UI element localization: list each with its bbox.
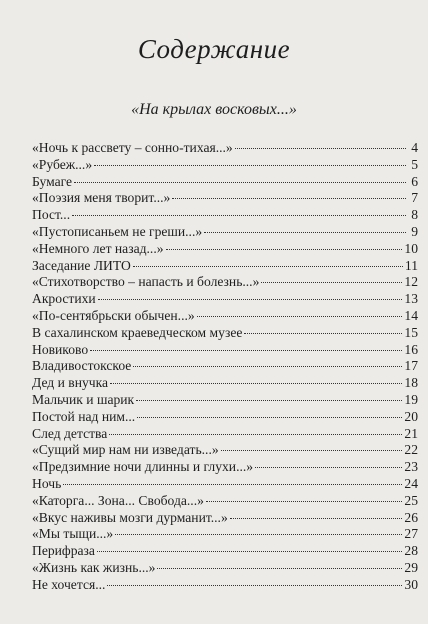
dot-leader (137, 416, 402, 418)
dot-leader (97, 550, 402, 552)
dot-leader (107, 584, 402, 586)
toc-entry-title: «Сущий мир нам ни изведать...» (32, 442, 219, 458)
toc-entry-page-number: 15 (404, 324, 418, 340)
toc-entry-page-number: 25 (404, 492, 418, 508)
toc-entry (32, 190, 418, 207)
toc-entry-title: Заседание ЛИТО (32, 257, 131, 273)
toc-entry (32, 510, 418, 527)
toc-entry-page-number: 27 (404, 526, 418, 542)
dot-leader (94, 164, 406, 166)
toc-entry (32, 342, 418, 359)
toc-entry-title: «Каторга... Зона... Свобода...» (32, 492, 204, 508)
dot-leader (166, 248, 403, 250)
toc-entry-page-number: 28 (404, 543, 418, 559)
dot-leader (72, 214, 406, 216)
toc-entry-page-number: 26 (404, 509, 418, 525)
dot-leader (221, 449, 403, 451)
toc-entry-title: В сахалинском краеведческом музее (32, 324, 243, 340)
toc-entry-page-number: 29 (404, 559, 418, 575)
toc-entry (32, 476, 418, 493)
toc-entry-page-number: 17 (404, 358, 418, 374)
toc-entry (32, 308, 418, 325)
toc-entry-page-number: 5 (411, 156, 418, 172)
toc-entry (32, 409, 418, 426)
toc-entry-title: Постой над ним... (32, 408, 136, 424)
toc-entry-title: «По-сентябрьски обычен...» (32, 307, 195, 323)
toc-entry-page-number: 18 (404, 375, 418, 391)
toc-entry-title: «Немного лет назад...» (32, 240, 164, 256)
toc-entry-page-number: 9 (411, 223, 418, 239)
toc-entry-title: Акростихи (32, 291, 96, 307)
toc-entry-page-number: 19 (404, 391, 418, 407)
toc-entry-page-number: 24 (404, 475, 418, 491)
toc-entry (32, 358, 418, 375)
toc-entry-page-number: 6 (411, 173, 418, 189)
toc-entry-title: «Ночь к рассвету – сонно-тихая...» (32, 140, 233, 155)
toc-entry-page-number: 23 (404, 459, 418, 475)
toc-entry-title: Перифраза (32, 543, 95, 559)
toc-entry-page-number: 8 (411, 207, 418, 223)
toc-entry-title: «Мы тыщи...» (32, 526, 114, 542)
toc-entry-page-number: 7 (411, 190, 418, 206)
toc-entry-title: След детства (32, 425, 108, 441)
dot-leader (157, 567, 402, 569)
toc-entry-title: «Жизнь как жизнь...» (32, 559, 156, 575)
toc-entry (32, 442, 418, 459)
toc-entry (32, 325, 418, 342)
dot-leader (133, 365, 402, 367)
toc-entry-page-number: 16 (404, 341, 418, 357)
toc-entry (32, 224, 418, 241)
dot-leader (90, 349, 402, 351)
toc-entry (32, 258, 418, 275)
toc-entry (32, 241, 418, 258)
toc-entry-title: Не хочется... (32, 576, 106, 592)
toc-entry-title: Мальчик и шарик (32, 391, 135, 407)
toc-entry-title: «Пустописаньем не греши...» (32, 223, 203, 239)
page-title: Содержание (137, 34, 291, 64)
toc-entry (32, 493, 418, 510)
dot-leader (109, 433, 402, 435)
dot-leader (115, 533, 402, 535)
toc-entry (32, 274, 418, 291)
dot-leader (206, 500, 403, 502)
dot-leader (136, 399, 402, 401)
toc-entry (32, 426, 418, 443)
toc-entry (32, 459, 418, 476)
toc-entry-page-number: 13 (404, 291, 418, 307)
toc-entry-page-number: 11 (404, 257, 418, 273)
toc-entry (32, 157, 418, 174)
dot-leader (230, 517, 403, 519)
dot-leader (204, 231, 406, 233)
toc-entry (32, 560, 418, 577)
toc-entry (32, 291, 418, 308)
toc-entry-page-number: 10 (404, 240, 418, 256)
dot-leader (244, 332, 402, 334)
dot-leader (98, 298, 403, 300)
toc-entry (32, 392, 418, 409)
dot-leader (63, 483, 402, 485)
toc-entry-title: «Вкус наживы мозги дурманит...» (32, 509, 228, 525)
toc-entry-title: «Рубеж...» (32, 156, 93, 172)
toc-entry (32, 526, 418, 543)
toc-entry-page-number: 14 (404, 307, 418, 323)
toc-entry-title: «Предзимние ночи длинны и глухи...» (32, 459, 254, 475)
toc-entry-title: Пост... (32, 207, 71, 223)
toc-entry-title: Ночь (32, 475, 62, 491)
toc-entry (32, 577, 418, 594)
toc-entry (32, 140, 418, 157)
toc-entry-title: Бумаге (32, 173, 73, 189)
toc-entry-page-number: 21 (404, 425, 418, 441)
dot-leader (261, 281, 402, 283)
toc-entry-page-number: 12 (404, 274, 418, 290)
toc-entry-title: Новиково (32, 341, 89, 357)
toc-entry (32, 207, 418, 224)
dot-leader (255, 466, 402, 468)
toc-entry-page-number: 22 (404, 442, 418, 458)
section-title: «На крылах восковых...» (131, 101, 297, 118)
toc-entry-title: Владивостокское (32, 358, 132, 374)
dot-leader (110, 382, 402, 384)
toc-entry (32, 543, 418, 560)
toc-entry-page-number: 30 (404, 576, 418, 592)
toc-entry-page-number: 4 (411, 140, 418, 155)
dot-leader (74, 181, 406, 183)
toc-entry-title: «Стихотворство – напасть и болезнь...» (32, 274, 260, 290)
toc-entry-title: «Поэзия меня творит...» (32, 190, 171, 206)
toc-entry (32, 174, 418, 191)
dot-leader (172, 197, 406, 199)
dot-leader (197, 315, 403, 317)
toc-entry-page-number: 20 (404, 408, 418, 424)
dot-leader (133, 265, 403, 267)
table-of-contents (32, 140, 418, 594)
toc-entry (32, 375, 418, 392)
toc-entry-title: Дед и внучка (32, 375, 109, 391)
dot-leader (235, 147, 406, 149)
